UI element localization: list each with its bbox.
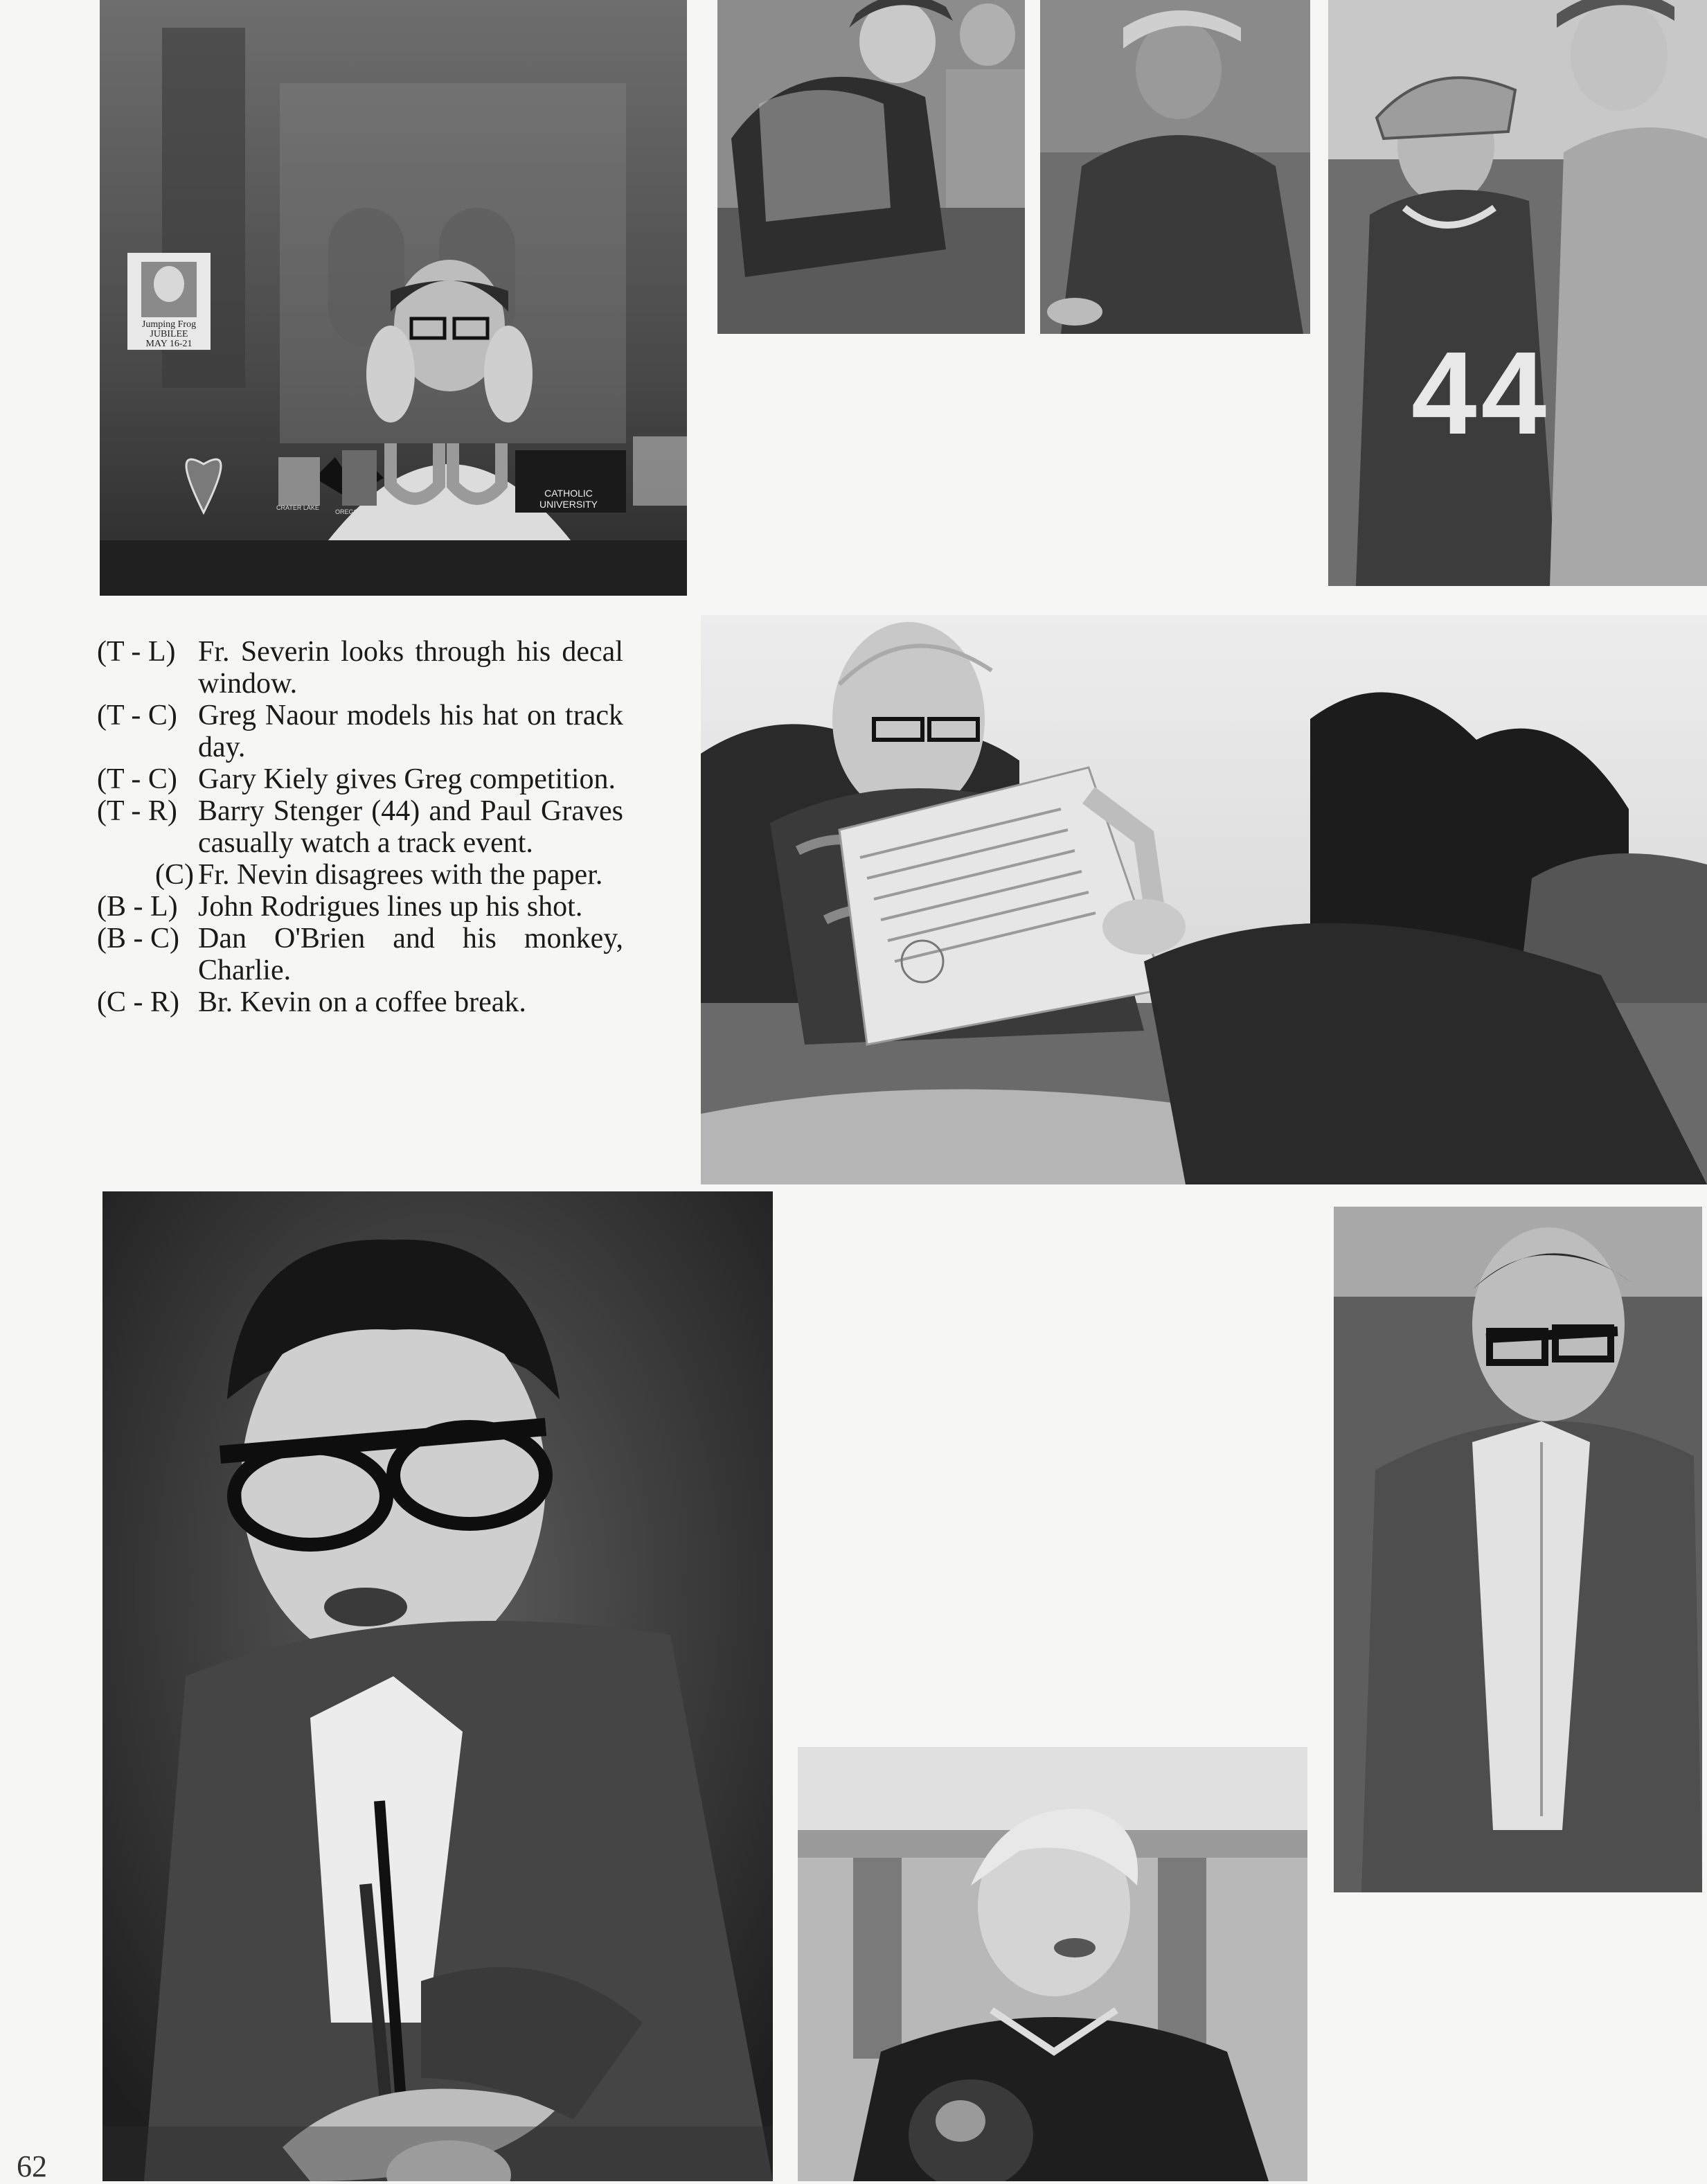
decal-catholic-university: CATHOLIC UNIVERSITY	[539, 488, 598, 510]
photo-bottom-center	[798, 1747, 1307, 2181]
nevin-photo-graphic	[701, 615, 1707, 1184]
decal-crater-lake: CRATER LAKE	[276, 504, 319, 511]
caption-text: Barry Stenger (44) and Paul Graves casually watch a track event.	[198, 795, 623, 859]
caption-item	[97, 763, 623, 795]
caption-text: Greg Naour models his hat on track day.	[198, 700, 623, 763]
caption-tag: (T - L)	[97, 636, 176, 668]
kevin-photo-graphic	[1334, 1207, 1702, 1892]
caption-item	[97, 986, 623, 1018]
caption-item	[97, 859, 623, 891]
photo-top-center-greg	[717, 0, 1025, 334]
caption-text: John Rodrigues lines up his shot.	[198, 891, 583, 923]
photo-center	[701, 615, 1707, 1184]
caption-text: Br. Kevin on a coffee break.	[198, 986, 526, 1018]
caption-text: Fr. Severin looks through his decal window.	[198, 636, 623, 700]
caption-tag: (B - C)	[97, 923, 179, 955]
caption-tag: (T - R)	[97, 795, 177, 827]
caption-item	[97, 700, 623, 763]
caption-list	[97, 636, 623, 1018]
caption-item	[97, 795, 623, 859]
photo-top-center-gary	[1040, 0, 1310, 334]
photo-top-left	[100, 0, 687, 596]
caption-tag: (B - L)	[97, 891, 178, 923]
greg-photo-graphic	[717, 0, 1025, 334]
page-number: 62	[17, 2149, 47, 2183]
caption-tag: (C - R)	[97, 986, 179, 1018]
rodrigues-photo-graphic	[102, 1191, 773, 2181]
photo-bottom-left	[102, 1191, 773, 2181]
gary-photo-graphic	[1040, 0, 1310, 334]
caption-text: Fr. Nevin disagrees with the paper.	[198, 859, 603, 891]
decal-oregon-caves: OREGON CAVES	[335, 508, 386, 515]
caption-tag: (T - C)	[97, 763, 177, 795]
caption-tag: (C)	[155, 859, 194, 891]
caption-item	[97, 891, 623, 923]
caption-tag: (T - C)	[97, 700, 177, 731]
poster-text	[130, 320, 208, 349]
stenger-photo-graphic	[1328, 0, 1707, 586]
photo-top-right	[1328, 0, 1707, 586]
obrien-photo-graphic	[798, 1747, 1307, 2181]
caption-item	[97, 923, 623, 986]
caption-text: Dan O'Brien and his monkey, Charlie.	[198, 923, 623, 986]
jersey-number: 44	[1411, 328, 1551, 459]
poster-line-1: Jumping Frog	[141, 319, 197, 330]
caption-item	[97, 636, 623, 700]
poster-line-3: MAY 16-21	[145, 339, 193, 349]
caption-text: Gary Kiely gives Greg competition.	[198, 763, 616, 795]
poster-line-2: JUBILEE	[150, 329, 188, 339]
photo-center-right	[1334, 1207, 1702, 1892]
